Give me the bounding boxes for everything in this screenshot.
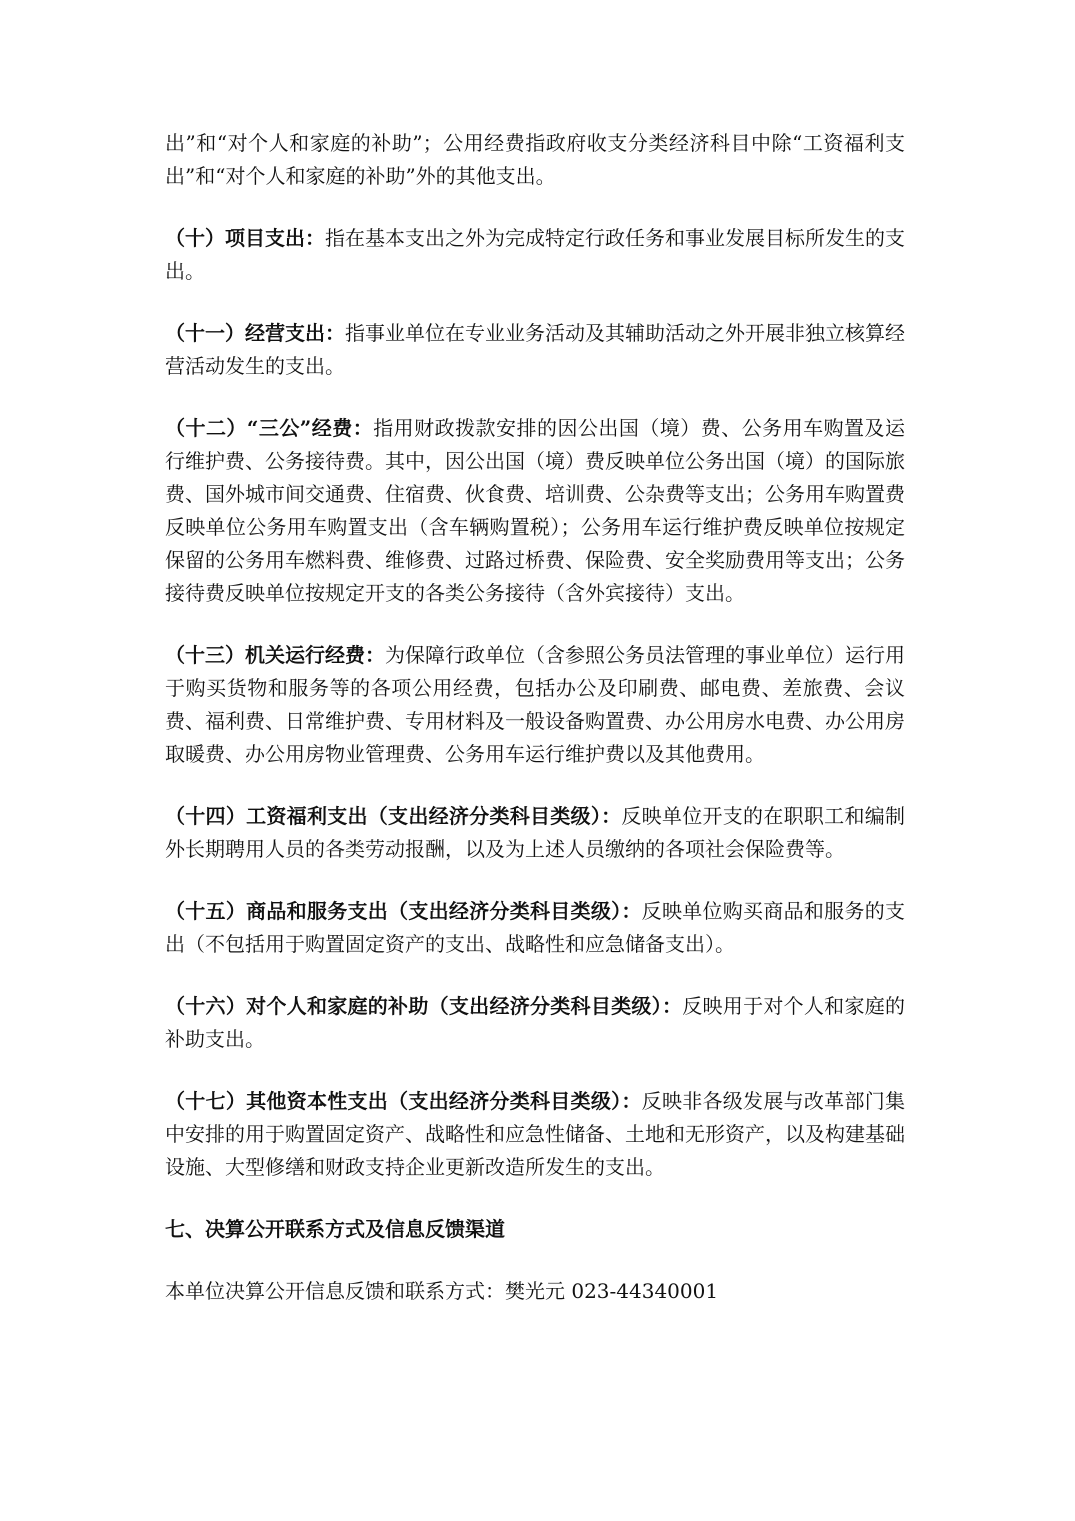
contact-info: 本单位决算公开信息反馈和联系方式：樊光元 023-44340001	[165, 1279, 719, 1303]
definition-item-13	[165, 639, 905, 771]
definition-item-16	[165, 990, 905, 1056]
definition-item-10	[165, 222, 905, 288]
definition-text: 指用财政拨款安排的因公出国（境）费、公务用车购置及运行维护费、公务接待费。其中，因公出国（境）费反映单位公务出国（境）的国际旅费、国外城市间交通费、住宿费、伙食费、培训费、公杂费等支出；公务用车购置费反映单位公务用车购置支出（含车辆购置税）；公务用车运行维护费反映单位按规定保留的公务用车燃料费、维修费、过路过桥费、保险费、安全奖励费用等支出；公务接待费反映单位按规定开支的各类公务接待（含外宾接待）支出。	[165, 416, 905, 605]
definition-text: 指在基本支出之外为完成特定行政任务和事业发展目标所发生的支出。	[165, 226, 905, 283]
definition-text: 反映单位购买商品和服务的支出（不包括用于购置固定资产的支出、战略性和应急储备支出）。	[165, 899, 906, 956]
definition-term: （十四）工资福利支出（支出经济分类科目类级）：	[165, 804, 622, 828]
definition-item-17	[165, 1085, 905, 1184]
intro-paragraph	[165, 127, 905, 193]
definition-item-12	[165, 412, 905, 610]
definition-item-14	[165, 800, 905, 866]
definition-text: 反映非各级发展与改革部门集中安排的用于购置固定资产、战略性和应急性储备、土地和无形资产，以及构建基础设施、大型修缮和财政支持企业更新改造所发生的支出。	[165, 1089, 906, 1179]
definition-term: （十六）对个人和家庭的补助（支出经济分类科目类级）：	[165, 994, 683, 1018]
definition-term: （十五）商品和服务支出（支出经济分类科目类级）：	[165, 899, 642, 923]
definition-text: 反映用于对个人和家庭的补助支出。	[165, 994, 906, 1051]
intro-text: 出”和“对个人和家庭的补助”；公用经费指政府收支分类经济科目中除“工资福利支出”和“对个人和家庭的补助”外的其他支出。	[165, 131, 905, 188]
definition-text: 反映单位开支的在职职工和编制外长期聘用人员的各类劳动报酬，以及为上述人员缴纳的各项社会保险费等。	[165, 804, 906, 861]
definition-term: （十二）“三公”经费：	[165, 416, 374, 440]
definition-term: （十）项目支出：	[165, 226, 325, 250]
definition-item-11	[165, 317, 905, 383]
section-heading: 七、决算公开联系方式及信息反馈渠道	[165, 1217, 505, 1241]
definition-term: （十一）经营支出：	[165, 321, 345, 345]
definition-term: （十七）其他资本性支出（支出经济分类科目类级）：	[165, 1089, 642, 1113]
definition-text: 为保障行政单位（含参照公务员法管理的事业单位）运行用于购买货物和服务等的各项公用经费，包括办公及印刷费、邮电费、差旅费、会议费、福利费、日常维护费、专用材料及一般设备购置费、办公用房水电费、办公用房取暖费、办公用房物业管理费、公务用车运行维护费以及其他费用。	[165, 643, 905, 766]
definition-term: （十三）机关运行经费：	[165, 643, 385, 667]
document-body	[165, 127, 905, 1308]
definition-text: 指事业单位在专业业务活动及其辅助活动之外开展非独立核算经营活动发生的支出。	[165, 321, 905, 378]
definition-item-15	[165, 895, 905, 961]
